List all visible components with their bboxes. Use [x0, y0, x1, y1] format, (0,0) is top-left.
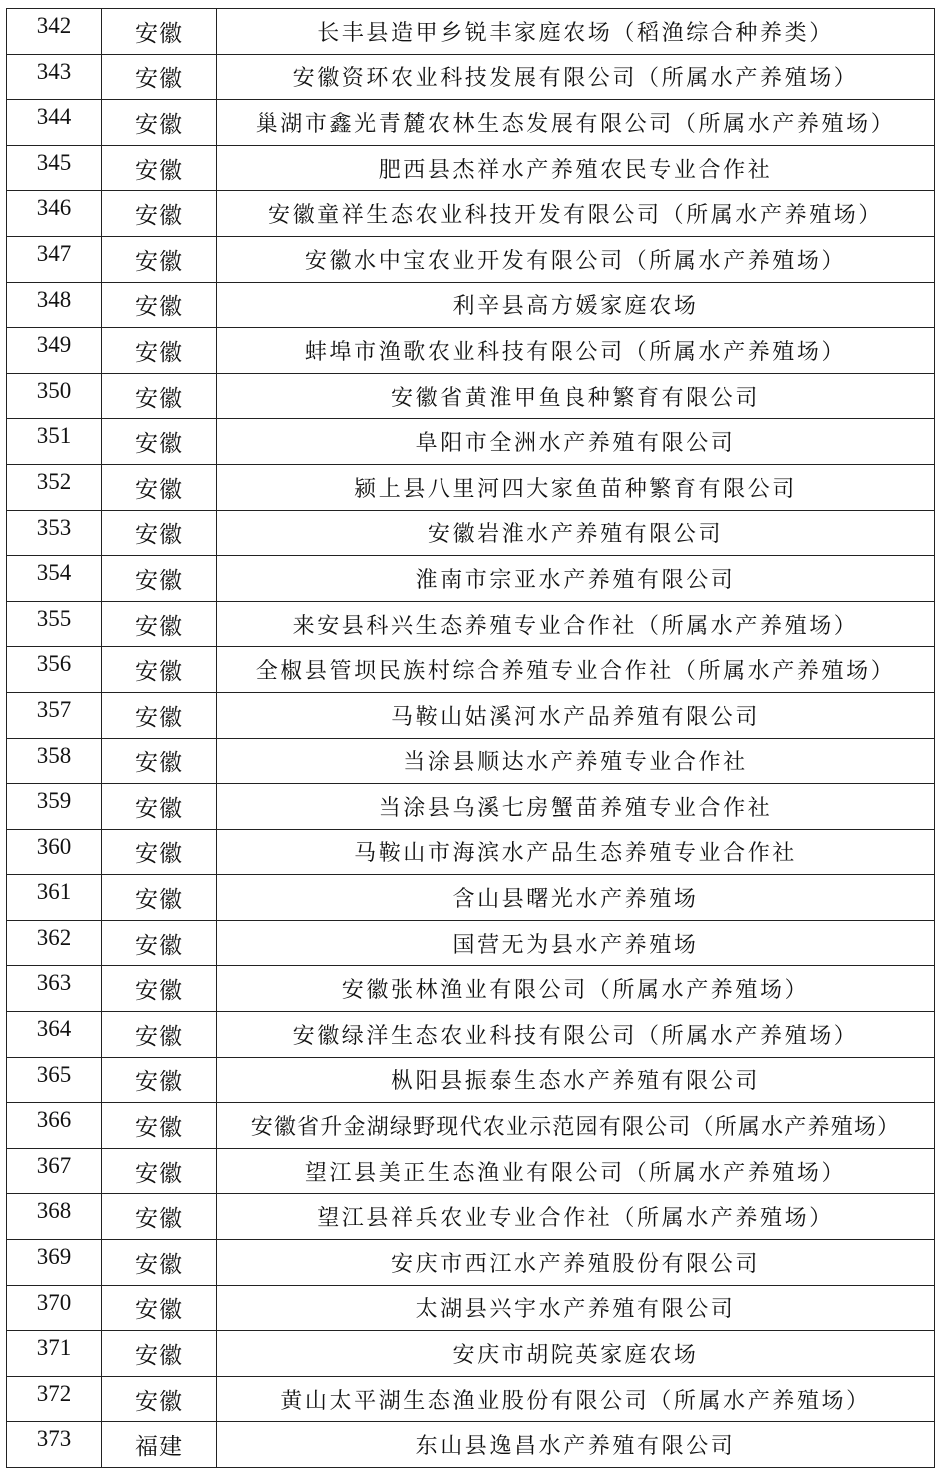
table-row	[7, 1103, 935, 1149]
farm-name-cell: 望江县美正生态渔业有限公司（所属水产养殖场）	[217, 1148, 935, 1194]
province-cell: 安徽	[102, 282, 217, 328]
row-number: 373	[7, 1422, 102, 1468]
province-cell: 安徽	[102, 1103, 217, 1149]
row-number: 342	[7, 9, 102, 55]
table-row	[7, 1057, 935, 1103]
table-row	[7, 647, 935, 693]
row-number: 368	[7, 1194, 102, 1240]
farm-name-cell: 马鞍山市海滨水产品生态养殖专业合作社	[217, 829, 935, 875]
farm-name-cell: 东山县逸昌水产养殖有限公司	[217, 1422, 935, 1468]
table-row	[7, 1148, 935, 1194]
row-number: 363	[7, 966, 102, 1012]
row-number: 364	[7, 1012, 102, 1058]
table-row	[7, 1331, 935, 1377]
row-number: 371	[7, 1331, 102, 1377]
table-row	[7, 1240, 935, 1286]
row-number: 348	[7, 282, 102, 328]
province-cell: 安徽	[102, 191, 217, 237]
row-number: 358	[7, 738, 102, 784]
row-number: 367	[7, 1148, 102, 1194]
farm-name-cell: 含山县曙光水产养殖场	[217, 875, 935, 921]
farm-name-cell: 太湖县兴宇水产养殖有限公司	[217, 1285, 935, 1331]
province-cell: 安徽	[102, 920, 217, 966]
farm-name-cell: 安徽张林渔业有限公司（所属水产养殖场）	[217, 966, 935, 1012]
row-number: 369	[7, 1240, 102, 1286]
province-cell: 安徽	[102, 1376, 217, 1422]
table-row	[7, 9, 935, 55]
row-number: 370	[7, 1285, 102, 1331]
row-number: 344	[7, 100, 102, 146]
farm-name-cell: 长丰县造甲乡锐丰家庭农场（稻渔综合种养类）	[217, 9, 935, 55]
table-row	[7, 145, 935, 191]
table-row	[7, 829, 935, 875]
farm-name-cell: 当涂县乌溪七房蟹苗养殖专业合作社	[217, 784, 935, 830]
row-number: 345	[7, 145, 102, 191]
province-cell: 安徽	[102, 1285, 217, 1331]
table-row	[7, 191, 935, 237]
table-row	[7, 556, 935, 602]
row-number: 356	[7, 647, 102, 693]
province-cell: 安徽	[102, 601, 217, 647]
row-number: 352	[7, 464, 102, 510]
province-cell: 安徽	[102, 100, 217, 146]
row-number: 353	[7, 510, 102, 556]
row-number: 372	[7, 1376, 102, 1422]
farm-name-cell: 肥西县杰祥水产养殖农民专业合作社	[217, 145, 935, 191]
province-cell: 安徽	[102, 966, 217, 1012]
farm-name-cell: 安徽童祥生态农业科技开发有限公司（所属水产养殖场）	[217, 191, 935, 237]
province-cell: 安徽	[102, 1012, 217, 1058]
province-cell: 安徽	[102, 1240, 217, 1286]
farm-name-cell: 安庆市胡院英家庭农场	[217, 1331, 935, 1377]
farm-name-cell: 颍上县八里河四大家鱼苗种繁育有限公司	[217, 464, 935, 510]
province-cell: 安徽	[102, 373, 217, 419]
table-row	[7, 464, 935, 510]
table-row	[7, 54, 935, 100]
farm-name-cell: 安庆市西江水产养殖股份有限公司	[217, 1240, 935, 1286]
table-row	[7, 282, 935, 328]
table-row	[7, 784, 935, 830]
farm-name-cell: 巢湖市鑫光青麓农林生态发展有限公司（所属水产养殖场）	[217, 100, 935, 146]
row-number: 365	[7, 1057, 102, 1103]
table-row	[7, 738, 935, 784]
province-cell: 安徽	[102, 145, 217, 191]
row-number: 360	[7, 829, 102, 875]
province-cell: 安徽	[102, 738, 217, 784]
province-cell: 安徽	[102, 510, 217, 556]
farm-name-cell: 阜阳市全洲水产养殖有限公司	[217, 419, 935, 465]
province-cell: 安徽	[102, 692, 217, 738]
farm-name-cell: 国营无为县水产养殖场	[217, 920, 935, 966]
row-number: 361	[7, 875, 102, 921]
province-cell: 安徽	[102, 54, 217, 100]
province-cell: 安徽	[102, 1331, 217, 1377]
farm-name-cell: 枞阳县振泰生态水产养殖有限公司	[217, 1057, 935, 1103]
row-number: 359	[7, 784, 102, 830]
table-row	[7, 601, 935, 647]
province-cell: 安徽	[102, 1057, 217, 1103]
farm-name-cell: 黄山太平湖生态渔业股份有限公司（所属水产养殖场）	[217, 1376, 935, 1422]
table-row	[7, 1194, 935, 1240]
province-cell: 安徽	[102, 419, 217, 465]
row-number: 343	[7, 54, 102, 100]
row-number: 354	[7, 556, 102, 602]
farm-name-cell: 安徽资环农业科技发展有限公司（所属水产养殖场）	[217, 54, 935, 100]
farm-list-table	[6, 8, 935, 1468]
province-cell: 安徽	[102, 784, 217, 830]
table-row	[7, 373, 935, 419]
farm-name-cell: 安徽岩淮水产养殖有限公司	[217, 510, 935, 556]
table-row	[7, 419, 935, 465]
table-row	[7, 100, 935, 146]
province-cell: 安徽	[102, 875, 217, 921]
farm-name-cell: 安徽省升金湖绿野现代农业示范园有限公司（所属水产养殖场）	[217, 1103, 935, 1149]
table-row	[7, 510, 935, 556]
province-cell: 福建	[102, 1422, 217, 1468]
province-cell: 安徽	[102, 1194, 217, 1240]
province-cell: 安徽	[102, 829, 217, 875]
farm-name-cell: 安徽水中宝农业开发有限公司（所属水产养殖场）	[217, 236, 935, 282]
table-row	[7, 1422, 935, 1468]
farm-name-cell: 马鞍山姑溪河水产品养殖有限公司	[217, 692, 935, 738]
table-row	[7, 236, 935, 282]
province-cell: 安徽	[102, 328, 217, 374]
farm-name-cell: 淮南市宗亚水产养殖有限公司	[217, 556, 935, 602]
table-body	[7, 9, 935, 1468]
row-number: 349	[7, 328, 102, 374]
province-cell: 安徽	[102, 236, 217, 282]
row-number: 355	[7, 601, 102, 647]
province-cell: 安徽	[102, 9, 217, 55]
row-number: 351	[7, 419, 102, 465]
table-row	[7, 920, 935, 966]
province-cell: 安徽	[102, 1148, 217, 1194]
province-cell: 安徽	[102, 556, 217, 602]
table-row	[7, 1376, 935, 1422]
farm-name-cell: 全椒县管坝民族村综合养殖专业合作社（所属水产养殖场）	[217, 647, 935, 693]
farm-name-cell: 安徽省黄淮甲鱼良种繁育有限公司	[217, 373, 935, 419]
table-row	[7, 692, 935, 738]
farm-name-cell: 当涂县顺达水产养殖专业合作社	[217, 738, 935, 784]
table-row	[7, 1012, 935, 1058]
row-number: 346	[7, 191, 102, 237]
row-number: 357	[7, 692, 102, 738]
row-number: 366	[7, 1103, 102, 1149]
row-number: 362	[7, 920, 102, 966]
farm-name-cell: 来安县科兴生态养殖专业合作社（所属水产养殖场）	[217, 601, 935, 647]
row-number: 350	[7, 373, 102, 419]
farm-name-cell: 望江县祥兵农业专业合作社（所属水产养殖场）	[217, 1194, 935, 1240]
province-cell: 安徽	[102, 464, 217, 510]
farm-name-cell: 安徽绿洋生态农业科技有限公司（所属水产养殖场）	[217, 1012, 935, 1058]
row-number: 347	[7, 236, 102, 282]
table-row	[7, 1285, 935, 1331]
province-cell: 安徽	[102, 647, 217, 693]
table-row	[7, 875, 935, 921]
table-row	[7, 328, 935, 374]
table-row	[7, 966, 935, 1012]
farm-name-cell: 蚌埠市渔歌农业科技有限公司（所属水产养殖场）	[217, 328, 935, 374]
farm-name-cell: 利辛县高方媛家庭农场	[217, 282, 935, 328]
